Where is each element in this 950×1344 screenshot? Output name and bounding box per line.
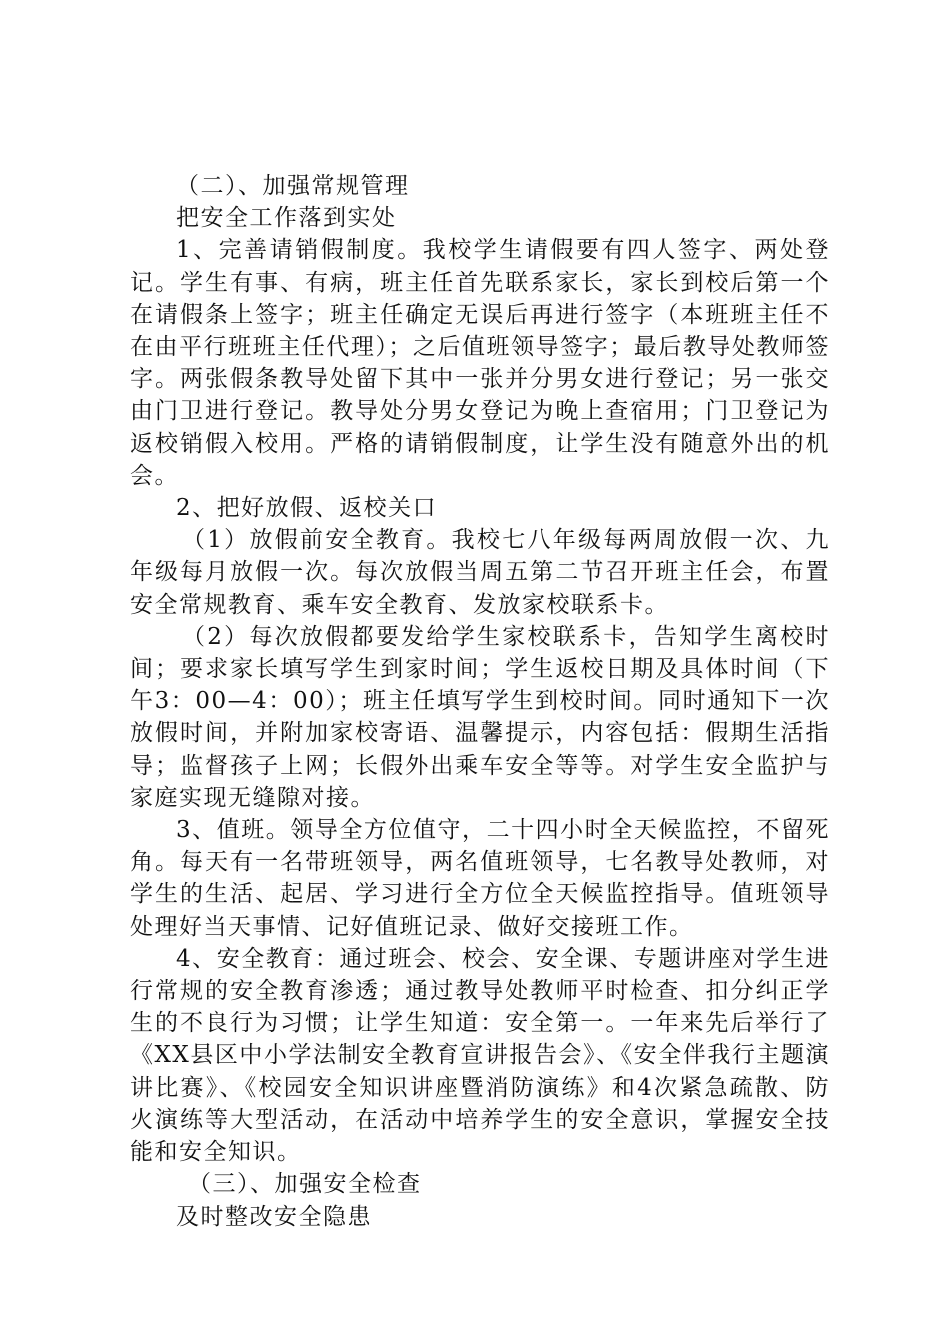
- document-body: [130, 170, 830, 1233]
- section-3-title: （三）、加强安全检查: [188, 1171, 422, 1198]
- section-2-title: （二）、加强常规管理: [176, 173, 410, 199]
- section-2-subtitle: 把安全工作落到实处: [176, 205, 397, 232]
- item-2-sub-1-paragraph: （1）放假前安全教育。我校七八年级每两周放假一次、九年级每月放假一次。每次放假当周五第二节召开班主任会，布置安全常规教育、乘车安全教育、发放家校联系卡。: [130, 527, 830, 618]
- item-3-paragraph: 3、值班。领导全方位值守，二十四小时全天候监控，不留死角。每天有一名带班领导，两名值班领导，七名教导处教师，对学生的生活、起居、学习进行全方位全天候监控指导。值班领导处理好当天事情、记好值班记录、做好交接班工作。: [130, 817, 830, 940]
- item-1-paragraph: 1、完善请销假制度。我校学生请假要有四人签字、两处登记。学生有事、有病，班主任首先联系家长，家长到校后第一个在请假条上签字；班主任确定无误后再进行签字（本班班主任不在由平行班班主任代理）；之后值班领导签字；最后教导处教师签字。两张假条教导处留下其中一张并分男女进行登记；另一张交由门卫进行登记。教导处分男女登记为晚上查宿用；门卫登记为返校销假入校用。严格的请销假制度，让学生没有随意外出的机会。: [130, 237, 830, 489]
- item-4-paragraph: 4、安全教育：通过班会、校会、安全课、专题讲座对学生进行常规的安全教育渗透；通过教导处教师平时检查、扣分纠正学生的不良行为习惯；让学生知道：安全第一。一年来先后举行了《XX县区中小学法制安全教育宣讲报告会》、《安全伴我行主题演讲比赛》、《校园安全知识讲座暨消防演练》和4次紧急疏散、防火演练等大型活动，在活动中培养学生的安全意识，掌握安全技能和安全知识。: [130, 945, 830, 1166]
- section-3-subtitle: 及时整改安全隐患: [176, 1203, 372, 1230]
- item-2-sub-2-paragraph: （2）每次放假都要发给学生家校联系卡，告知学生离校时间；要求家长填写学生到家时间；学生返校日期及具体时间（下午3：00—4：00）；班主任填写学生到校时间。同时通知下一次放假时间，并附加家校寄语、温馨提示，内容包括：假期生活指导；监督孩子上网；长假外出乘车安全等等。对学生安全监护与家庭实现无缝隙对接。: [130, 623, 830, 811]
- item-2-title: 2、把好放假、返校关口: [176, 495, 438, 522]
